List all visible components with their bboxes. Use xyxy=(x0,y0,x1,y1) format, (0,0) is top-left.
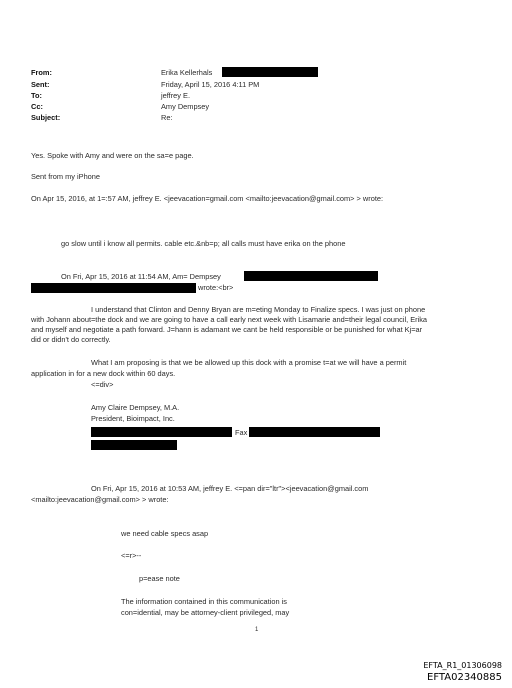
signature-title: President, Bioimpact, Inc. xyxy=(91,414,175,423)
quoted-message: we need cable specs asap xyxy=(121,529,209,538)
quote-header: On Fri, Apr 15, 2016 at 11:54 AM, Am= Dempsey xyxy=(61,272,221,281)
redaction-bar xyxy=(91,440,177,450)
subject-label: Subject: xyxy=(31,113,61,122)
body-paragraph: Yes. Spoke with Amy and were on the sa=e page. xyxy=(31,151,194,160)
from-value: Erika Kellerhals xyxy=(161,68,213,77)
quoted-message-line: I understand that Clinton and Denny Bryan are m=eting Monday to Finalize specs. I was just on phone xyxy=(91,305,426,314)
redaction-bar xyxy=(244,271,378,281)
page-number: 1 xyxy=(255,627,259,633)
redaction-bar xyxy=(222,67,318,77)
to-value: jeffrey E. xyxy=(161,91,191,100)
quoted-message: <=r>-- xyxy=(121,551,142,560)
quoted-message-line: with Johann about=the dock and we are going to have a call early next week with Lisamarie and=their legal council, Erika xyxy=(31,315,428,324)
redaction-bar xyxy=(31,283,196,293)
signature-fax-label: Fax xyxy=(235,428,248,437)
quoted-message-line: <=div> xyxy=(91,380,114,389)
cc-label: Cc: xyxy=(31,102,43,111)
bates-stamp-primary: EFTA_R1_01306098 xyxy=(423,661,502,670)
signature-name: Amy Claire Dempsey, M.A. xyxy=(91,403,180,412)
quote-header: <mailto:jeevacation@gmail.com> > wrote: xyxy=(31,495,169,504)
from-label: From: xyxy=(31,68,52,77)
quoted-message-line: application in for a new dock within 60 days. xyxy=(31,369,176,378)
quoted-message: go slow until i know all permits. cable etc.&nb=p; all calls must have erika on the phone xyxy=(61,239,346,248)
sent-value: Friday, April 15, 2016 4:11 PM xyxy=(161,80,260,89)
disclaimer-line: con=idential, may be attorney-client privileged, may xyxy=(121,608,290,617)
bates-stamp-secondary: EFTA02340885 xyxy=(427,672,502,683)
redaction-bar xyxy=(91,427,232,437)
quote-header: wrote:<br> xyxy=(198,283,234,292)
cc-value: Amy Dempsey xyxy=(161,102,210,111)
to-label: To: xyxy=(31,91,42,100)
subject-value: Re: xyxy=(161,113,173,122)
sent-label: Sent: xyxy=(31,80,50,89)
quoted-message: p=ease note xyxy=(139,574,180,583)
quote-header: On Fri, Apr 15, 2016 at 10:53 AM, jeffrey E. <=pan dir="ltr"><jeevacation@gmail.com xyxy=(91,484,369,493)
quote-header: On Apr 15, 2016, at 1=:57 AM, jeffrey E. <jeevacation=gmail.com <mailto:jeevacation@gmail.com> > wrote: xyxy=(31,194,384,203)
body-paragraph: Sent from my iPhone xyxy=(31,172,101,181)
quoted-message-line: What I am proposing is that we be allowed up this dock with a promise t=at we will have a permit xyxy=(91,358,407,367)
quoted-message-line: did or didn't do correctly. xyxy=(31,335,111,344)
redaction-bar xyxy=(249,427,380,437)
quoted-message-line: and myself and negotiate a path forward. J=hann is adamant we cant be held responsible or be punished for what Kj=ar xyxy=(31,325,423,334)
disclaimer-line: The information contained in this communication is xyxy=(121,597,287,606)
